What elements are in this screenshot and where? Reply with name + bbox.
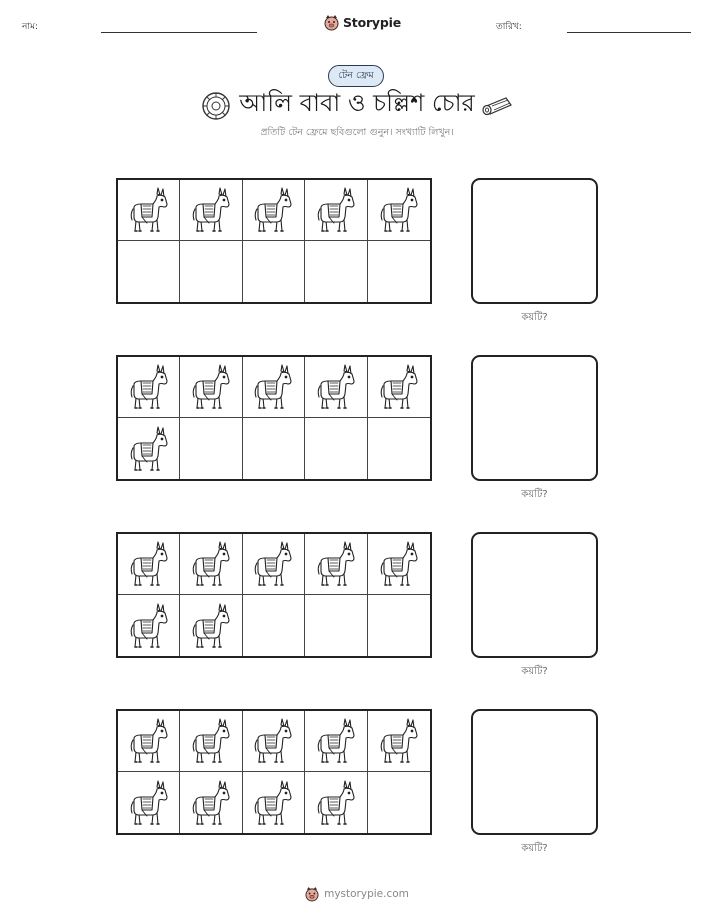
answer-label-3: কয়টি? [521,666,548,677]
donkey-icon [189,187,233,233]
donkey-icon [314,780,358,826]
pig-logo-icon [305,886,319,902]
frame-cell [118,595,180,656]
answer-box-4[interactable] [471,709,598,835]
frame-cell [305,534,367,595]
donkey-icon [314,718,358,764]
donkey-icon [127,603,171,649]
donkey-icon [127,718,171,764]
name-line [101,32,257,33]
frame-cell [368,418,430,479]
donkey-icon [377,364,421,410]
frame-cell [118,357,180,418]
answer-label-2: কয়টি? [521,489,548,500]
frame-cell [368,595,430,656]
frame-cell [368,241,430,302]
frame-cell [180,772,242,833]
answer-box-2[interactable] [471,355,598,481]
frame-cell [243,595,305,656]
frame-cell [305,241,367,302]
ten-frame-badge: টেন ফ্রেম [328,65,384,87]
ten-frame-3 [116,532,432,658]
instructions: প্রতিটি টেন ফ্রেমে ছবিগুলো গুনুন। সংখ্যাটি লিখুন। [260,127,454,138]
donkey-icon [127,780,171,826]
frame-cell [118,534,180,595]
date-line [567,32,691,33]
frame-cell [243,241,305,302]
frame-cell [180,418,242,479]
donkey-icon [127,364,171,410]
donkey-icon [314,364,358,410]
frame-cell [305,357,367,418]
donkey-icon [189,718,233,764]
donkey-icon [377,187,421,233]
donkey-icon [127,541,171,587]
donkey-icon [189,364,233,410]
donkey-icon [314,541,358,587]
frame-cell [305,772,367,833]
donkey-icon [127,187,171,233]
frame-cell [180,241,242,302]
frame-cell [118,180,180,241]
donkey-icon [251,187,295,233]
frame-cell [180,534,242,595]
brand-logo [324,14,401,31]
frame-cell [118,772,180,833]
answer-box-3[interactable] [471,532,598,658]
frame-cell [243,418,305,479]
donkey-icon [251,718,295,764]
frame-cell [180,711,242,772]
donkey-icon [189,780,233,826]
frame-cell [305,418,367,479]
frame-cell [368,357,430,418]
donkey-icon [251,780,295,826]
page-title: আলি বাবা ও চল্লিশ চোর [239,89,475,117]
frame-cell [243,180,305,241]
frame-cell [305,595,367,656]
frame-cell [243,772,305,833]
name-label: নাম: [22,22,39,32]
answer-label-1: কয়টি? [521,312,548,323]
donkey-icon [377,718,421,764]
ten-frame-4 [116,709,432,835]
donkey-icon [314,187,358,233]
donkey-icon [251,541,295,587]
footer-url[interactable]: mystorypie.com [324,888,409,900]
date-label: তারিখ: [496,22,522,32]
frame-cell [118,241,180,302]
frame-cell [243,534,305,595]
donkey-icon [189,603,233,649]
footer [0,886,714,902]
frame-cell [180,180,242,241]
frame-cell [368,711,430,772]
donkey-icon [189,541,233,587]
frame-cell [118,418,180,479]
donkey-icon [127,426,171,472]
ten-frame-1 [116,178,432,304]
frame-cell [368,534,430,595]
donkey-icon [251,364,295,410]
frame-cell [305,711,367,772]
brand-name: Storypie [343,15,401,30]
donkey-icon [377,541,421,587]
frame-cell [243,711,305,772]
answer-label-4: কয়টি? [521,843,548,854]
pig-logo-icon [324,14,339,31]
frame-cell [305,180,367,241]
carpet-roll-icon [480,95,514,117]
frame-cell [118,711,180,772]
frame-cell [243,357,305,418]
frame-cell [180,595,242,656]
ten-frame-2 [116,355,432,481]
answer-box-1[interactable] [471,178,598,304]
frame-cell [368,180,430,241]
frame-cell [180,357,242,418]
frame-cell [368,772,430,833]
